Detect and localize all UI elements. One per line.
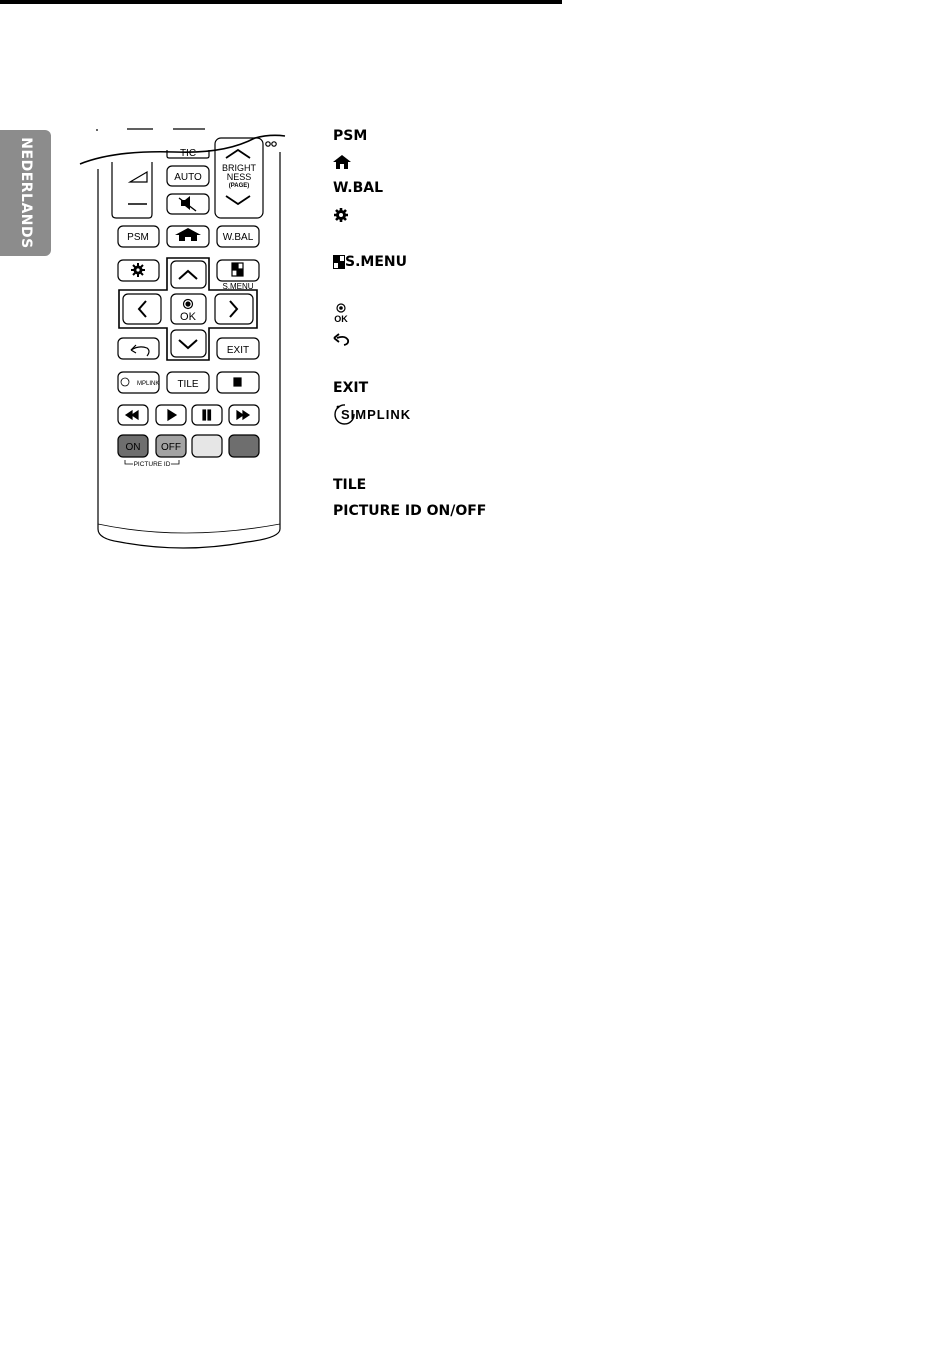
remote-tic-label: TIC (179, 148, 197, 159)
remote-wbal-label: W.BAL (222, 232, 254, 243)
s-menu-icon (333, 255, 345, 269)
remote-smenu-label: S.MENU (222, 282, 254, 291)
legend-back (333, 331, 351, 349)
legend-tile: TILE (333, 477, 367, 493)
language-tab-label: NEDERLANDS (17, 137, 34, 249)
simplink-icon (333, 403, 437, 425)
legend-ok (333, 303, 351, 323)
remote-off-label: OFF (161, 442, 181, 453)
remote-bright-label-1: BRIGHT (221, 163, 257, 173)
legend-settings (333, 206, 349, 224)
remote-simplink-label: MPLINK (137, 381, 160, 387)
back-icon (333, 333, 351, 347)
remote-psm-label: PSM (127, 232, 149, 243)
legend-wbal: W.BAL (333, 180, 384, 196)
legend-exit: EXIT (333, 380, 369, 396)
legend-smenu-label: S.MENU (345, 254, 407, 270)
legend-home (333, 153, 351, 171)
legend-picture-id: PICTURE ID ON/OFF (333, 503, 487, 519)
remote-bright-label-3: (PAGE) (228, 183, 250, 189)
legend-simplink (333, 403, 437, 425)
legend-simplink-text: SIMPLINK (341, 407, 412, 422)
legend-smenu (333, 253, 407, 271)
language-tab (0, 130, 51, 256)
home-icon (333, 155, 351, 169)
gear-icon (333, 207, 349, 223)
top-rule (0, 0, 562, 4)
remote-exit-label: EXIT (226, 345, 250, 356)
legend-ok-text: OK (334, 314, 348, 323)
legend-psm: PSM (333, 128, 368, 144)
remote-on-label: ON (125, 442, 141, 453)
remote-control-illustration (75, 124, 290, 554)
remote-ok-label: OK (180, 311, 196, 323)
remote-auto-label: AUTO (174, 172, 202, 183)
remote-tile-label: TILE (177, 379, 199, 390)
ok-icon (333, 303, 351, 323)
remote-bright-label-2: NESS (226, 172, 252, 182)
remote-picture-id-label: PICTURE ID (133, 461, 171, 468)
